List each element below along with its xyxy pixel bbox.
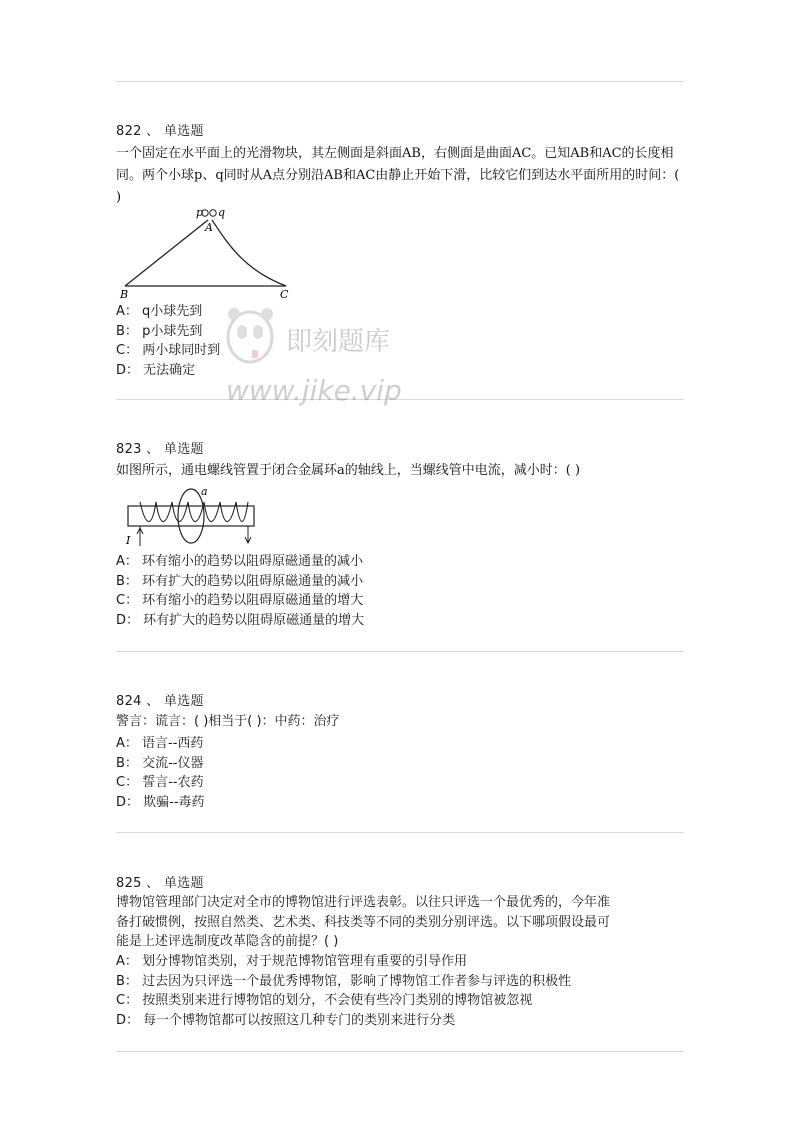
option-a[interactable]: A： 语言--西药 (116, 736, 204, 751)
question-sep: 、 (146, 876, 160, 891)
question-823-stem: 如图所示，通电螺线管置于闭合金属环a的轴线上，当螺线管中电流，减小时：( ) (116, 463, 581, 478)
label-current-i: I (126, 534, 131, 547)
label-p: p (196, 206, 204, 219)
question-823-options (116, 552, 364, 630)
question-824-stem: 警言：谎言：( )相当于( )：中药：治疗 (116, 714, 340, 729)
watermark-brand: 即刻题库 (286, 327, 391, 357)
question-type: 单选题 (163, 876, 204, 891)
option-c[interactable]: C： 环有缩小的趋势以阻碍原磁通量的增大 (116, 593, 364, 608)
label-ring-a: a (201, 485, 208, 498)
separator-line (116, 1051, 684, 1052)
label-a: A (205, 221, 213, 234)
question-822-stem: 一个固定在水平面上的光滑物块，其左侧面是斜面AB，右侧面是曲面AC。已知AB和AC的长度相同。两个小球p、q同时从A点分别沿AB和AC由静止开始下滑，比较它们到达水平面所用的时间：( ) (116, 146, 680, 205)
separator-line (116, 651, 684, 652)
option-b[interactable]: B： 交流--仪器 (116, 755, 204, 771)
question-type: 单选题 (163, 124, 204, 139)
question-number: 823 (116, 442, 142, 457)
option-a[interactable]: A： q小球先到 (116, 304, 203, 319)
ball-q (210, 210, 216, 216)
panda-logo-icon (228, 308, 273, 362)
option-b[interactable]: B： 过去因为只评选一个最优秀博物馆，影响了博物馆工作者参与评选的积极性 (116, 973, 572, 989)
question-number: 824 (116, 694, 142, 709)
option-b[interactable]: B： 环有扩大的趋势以阻碍原磁通量的减小 (116, 573, 364, 589)
option-b[interactable]: B： p小球先到 (116, 323, 203, 339)
question-type: 单选题 (163, 442, 204, 457)
separator-line (116, 399, 684, 400)
slope-ab-line (125, 220, 208, 286)
curve-ac-path (212, 220, 286, 286)
option-d[interactable]: D： 无法确定 (116, 362, 196, 378)
label-q: q (218, 206, 226, 219)
question-824-header (116, 690, 204, 709)
option-d[interactable]: D： 每一个博物馆都可以按照这几种专门的类别来进行分类 (116, 1012, 456, 1028)
question-sep: 、 (146, 694, 160, 709)
watermark (222, 292, 432, 422)
separator-line (116, 832, 684, 833)
stem-line: 能是上述评选制度改革隐含的前提？( ) (116, 934, 339, 949)
question-825-options (116, 952, 571, 1030)
separator-line (116, 81, 684, 82)
option-c[interactable]: C： 誓言--农药 (116, 775, 204, 790)
question-823-header (116, 438, 204, 457)
question-822-header (116, 120, 204, 139)
question-type: 单选题 (163, 694, 204, 709)
question-sep: 、 (146, 124, 160, 139)
question-824-options (116, 734, 205, 812)
label-b: B (120, 288, 129, 300)
question-825-header (116, 872, 204, 891)
option-a[interactable]: A： 环有缩小的趋势以阻碍原磁通量的减小 (116, 554, 364, 569)
question-825-stem (116, 893, 688, 952)
option-c[interactable]: C： 两小球同时到 (116, 343, 221, 358)
incline-curve-figure (116, 204, 306, 300)
option-c[interactable]: C： 按照类别来进行博物馆的划分，不会使有些冷门类别的博物馆被忽视 (116, 993, 533, 1008)
stem-line: 博物馆管理部门决定对全市的博物馆进行评选表彰。以往只评选一个最优秀的，今年准 (116, 895, 611, 910)
solenoid-ring-figure (116, 482, 266, 550)
question-sep: 、 (146, 442, 160, 457)
option-d[interactable]: D： 欺骗--毒药 (116, 794, 205, 810)
question-number: 825 (116, 876, 142, 891)
label-c: C (280, 288, 289, 300)
stem-line: 备打破惯例，按照自然类、艺术类、科技类等不同的类别分别评选。以下哪项假设最可 (116, 914, 611, 930)
option-d[interactable]: D： 环有扩大的趋势以阻碍原磁通量的增大 (116, 612, 365, 628)
question-number: 822 (116, 124, 142, 139)
question-822-options (116, 302, 220, 380)
watermark-url: www.jike.vip (226, 374, 402, 407)
solenoid-coil (140, 502, 248, 522)
option-a[interactable]: A： 划分博物馆类别，对于规范博物馆管理有重要的引导作用 (116, 954, 468, 969)
